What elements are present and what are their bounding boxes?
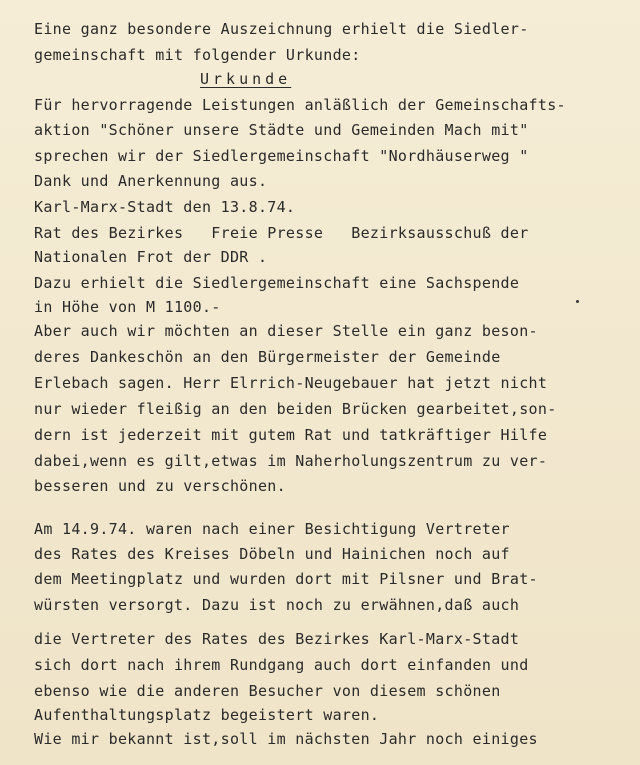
text-line: besseren und zu verschönen. xyxy=(34,477,286,495)
text-line: Dank und Anerkennung aus. xyxy=(34,172,268,190)
text-line: Für hervorragende Leistungen anläßlich der Gemeinschafts- xyxy=(34,96,566,114)
text-line: Am 14.9.74. waren nach einer Besichtigung Vertreter xyxy=(34,520,510,538)
text-line: Nationalen Frot der DDR . xyxy=(34,248,268,266)
text-line: Dazu erhielt die Siedlergemeinschaft eine Sachspende xyxy=(34,274,520,292)
text-line: Erlebach sagen. Herr Elrrich-Neugebauer hat jetzt nicht xyxy=(34,374,548,392)
text-line: Rat des Bezirkes Freie Presse Bezirksausschuß der xyxy=(34,224,529,242)
text-line: dabei,wenn es gilt,etwas im Naherholungszentrum zu ver- xyxy=(34,452,548,470)
text-line: in Höhe von M 1100.- xyxy=(34,298,221,316)
text-line: ebenso wie die anderen Besucher von diesem schönen xyxy=(34,682,501,700)
text-line: deres Dankeschön an den Bürgermeister der Gemeinde xyxy=(34,348,501,366)
text-line: dern ist jederzeit mit gutem Rat und tatkräftiger Hilfe xyxy=(34,426,548,444)
text-line: sich dort nach ihrem Rundgang auch dort einfanden und xyxy=(34,656,529,674)
ink-dot xyxy=(576,300,579,303)
text-line: Aber auch wir möchten an dieser Stelle ein ganz beson- xyxy=(34,322,538,340)
text-line: die Vertreter des Rates des Bezirkes Karl-Marx-Stadt xyxy=(34,630,520,648)
intro-line: gemeinschaft mit folgender Urkunde: xyxy=(34,46,361,64)
text-line: Aufenthaltungsplatz begeistert waren. xyxy=(34,706,380,724)
document-title: Urkunde xyxy=(200,70,292,88)
text-line: sprechen wir der Siedlergemeinschaft "Nordhäuserweg " xyxy=(34,147,529,165)
text-line: des Rates des Kreises Döbeln und Hainichen noch auf xyxy=(34,545,510,563)
text-line: aktion "Schöner unsere Städte und Gemeinden Mach mit" xyxy=(34,121,529,139)
text-line: würsten versorgt. Dazu ist noch zu erwähnen,daß auch xyxy=(34,596,520,614)
text-line: Wie mir bekannt ist,soll im nächsten Jahr noch einiges xyxy=(34,730,538,748)
text-line: Karl-Marx-Stadt den 13.8.74. xyxy=(34,198,296,216)
text-line: nur wieder fleißig an den beiden Brücken gearbeitet,son- xyxy=(34,400,557,418)
intro-line: Eine ganz besondere Auszeichnung erhielt die Siedler- xyxy=(34,20,529,38)
text-line: dem Meetingplatz und wurden dort mit Pilsner und Brat- xyxy=(34,570,538,588)
